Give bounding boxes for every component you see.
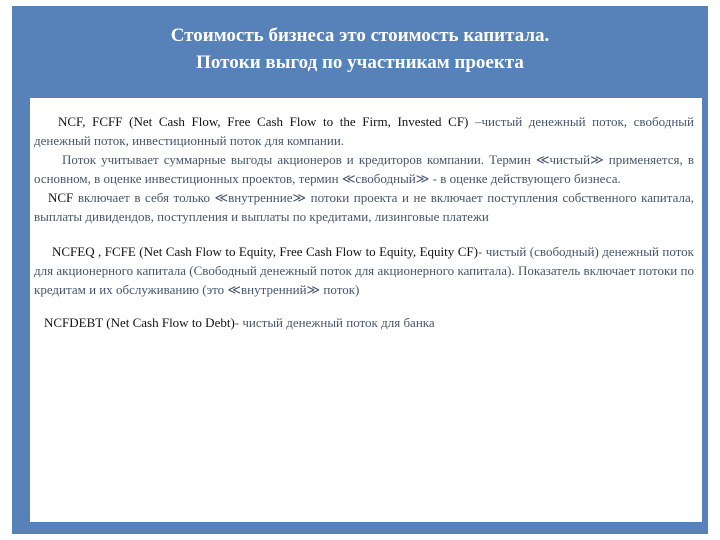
definition-ncfeq-fcfe: - чистый (свободный) денежный поток для акционерного капитала (Свободный денежный поток для акционерного капитала). Показатель включает потоки по кредитам и их обслуживанию (это ≪внутренний≫ поток) <box>34 244 694 297</box>
term-ncf-fcff: NCF, FCFF (Net Cash Flow, Free Cash Flow to the Firm, Invested CF) <box>58 114 469 129</box>
spacer <box>34 226 694 242</box>
paragraph-ncfeq-fcfe <box>34 242 694 299</box>
definition-ncf-fcff: –чистый денежный поток, свободный денежный поток, инвестиционный поток для компании. <box>34 114 694 148</box>
term-ncfdebt: NCFDEBT (Net Cash Flow to Debt) <box>44 315 235 330</box>
paragraph-ncf-fcff <box>34 112 694 150</box>
paragraph-ncf-internal <box>34 188 694 226</box>
paragraph-ncfdebt <box>34 313 694 332</box>
term-ncfeq-fcfe: NCFEQ , FCFE (Net Cash Flow to Equity, Free Cash Flow to Equity, Equity CF) <box>52 244 478 259</box>
slide-title-line-2: Потоки выгод по участникам проекта <box>196 52 524 73</box>
spacer <box>34 299 694 313</box>
slide-title <box>12 6 708 92</box>
definition-ncfdebt: - чистый денежный поток для банка <box>234 315 435 330</box>
paragraph-flow-description <box>34 150 694 188</box>
definition-ncf: включает в себя только ≪внутренние≫ потоки проекта и не включает поступления собственного капитала, выплаты дивидендов, поступления и выплаты по кредитами, лизинговые платежи <box>34 190 694 224</box>
content-box <box>30 98 702 522</box>
slide-title-line-1: Стоимость бизнеса это стоимость капитала. <box>170 25 550 46</box>
slide <box>12 6 708 534</box>
term-ncf: NCF <box>48 190 74 205</box>
flow-description-text: Поток учитывает суммарные выгоды акционеров и кредиторов компании. Термин ≪чистый≫ применяется, в основном, в оценке инвестиционных проектов, термин ≪свободный≫ - в оценке действующего бизнеса. <box>34 152 694 186</box>
